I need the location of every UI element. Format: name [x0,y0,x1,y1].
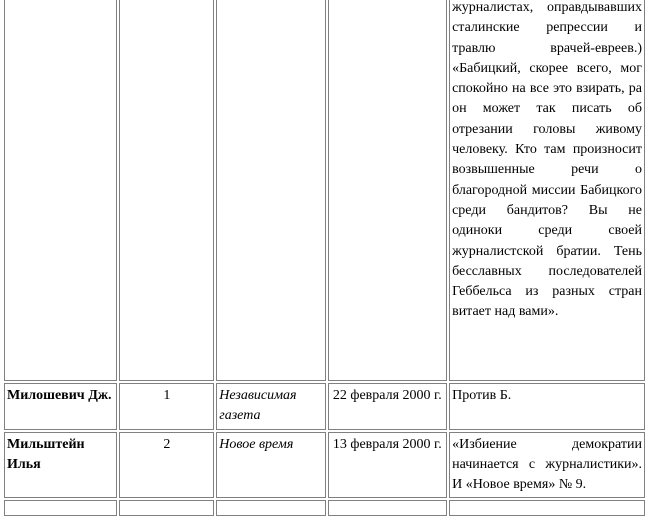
count-cell: 2 [119,432,214,499]
empty-cell [449,500,645,516]
empty-cell [328,500,448,516]
count-cell: 1 [119,383,214,430]
empty-cell [4,500,117,516]
count-cell [119,0,214,381]
table-row [4,500,645,516]
table-row [4,383,645,430]
author-cell: Мильштейн Илья [4,432,117,499]
author-cell [4,0,117,381]
comment-cell: «Избиение демократии начинается с журналистики». И «Новое время» № 9. [449,432,645,499]
publication-cell [216,0,325,381]
empty-cell [216,500,325,516]
date-cell: 13 февраля 2000 г. [328,432,448,499]
press-table [2,0,647,518]
author-cell: Милошевич Дж. [4,383,117,430]
publication-cell: Независимая газета [216,383,325,430]
publication-cell: Новое время [216,432,325,499]
table-row [4,0,645,381]
table-row [4,432,645,499]
date-cell [328,0,448,381]
empty-cell [119,500,214,516]
date-cell: 22 февраля 2000 г. [328,383,448,430]
comment-cell: Против Б. [449,383,645,430]
comment-cell: журналистах, оправдывавших сталинские репрессии и травлю врачей-евреев.) «Бабицкий, скорее всего, мог спокойно на все это взирать, ра он может так писать об отрезании головы живому человеку. Кто там произносит возвышенные речи о благородной миссии Бабицкого среди бандитов? Вы не одиноки среди своей журналистской братии. Тень бесславных последователей Геббельса из разных стран витает над вами». [449,0,645,381]
